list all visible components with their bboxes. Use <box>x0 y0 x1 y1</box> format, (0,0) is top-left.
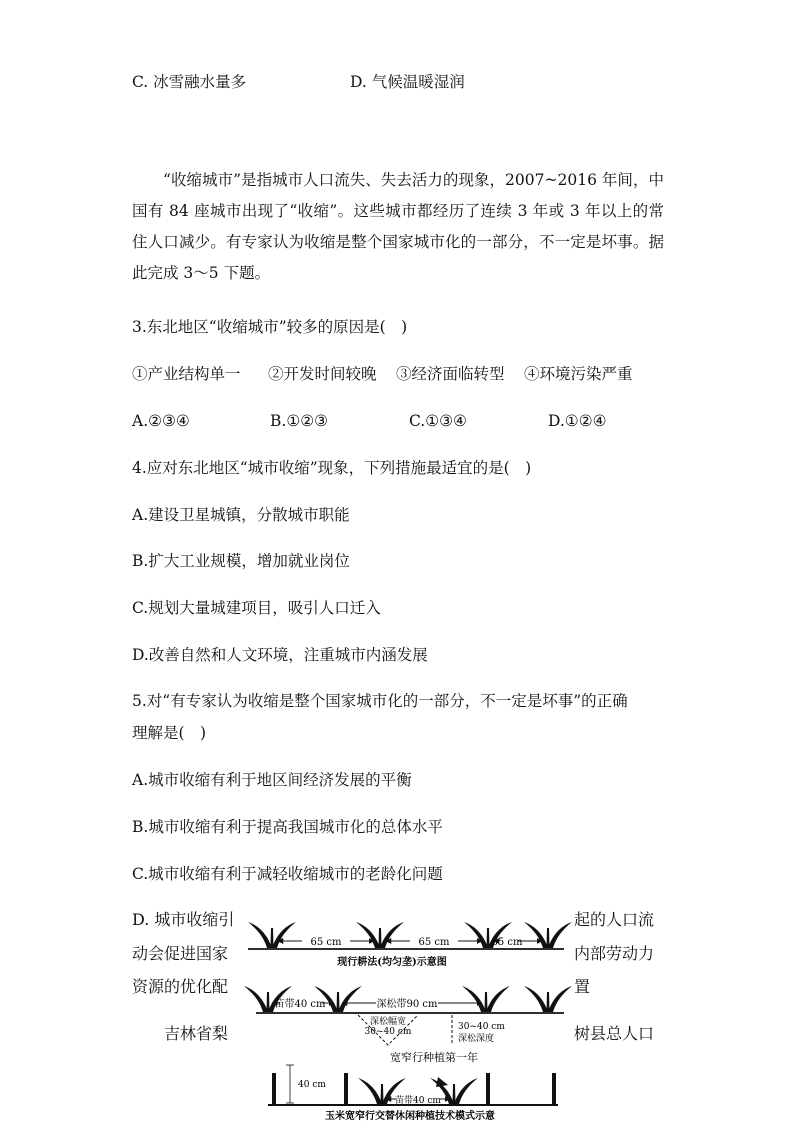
row3-caption: 玉米宽窄行交替休闲种植技术模式示意 <box>325 1111 495 1122</box>
row2-depth-value: 30~40 cm <box>458 1022 505 1032</box>
row2-wide-narrow-first-year <box>244 986 572 1064</box>
q3-option-a: A.②③④ <box>132 412 190 430</box>
q4-option-d: D.改善自然和人文环境，注重城市内涵发展 <box>132 646 428 664</box>
q3-statement-2: ②开发时间较晚 <box>268 365 377 383</box>
q4-option-a: A.建设卫星城镇，分散城市职能 <box>132 506 350 524</box>
q3-option-c: C.①③④ <box>409 412 467 430</box>
q5-option-d-left-4: 吉林省梨 <box>164 1024 229 1043</box>
q5-option-d-right-4: 树县总人口 <box>574 1024 655 1043</box>
q5-option-d-right-3: 置 <box>574 977 591 996</box>
row2-caption: 宽窄行种植第一年 <box>390 1051 478 1064</box>
q4-option-c: C.规划大量城建项目，吸引人口迁入 <box>132 599 381 617</box>
q3-statement-3: ③经济面临转型 <box>396 365 505 383</box>
q4-stem: 4.应对东北地区“城市收缩”现象，下列措施最适宜的是( ) <box>132 459 532 477</box>
row2-loose-belt-width: 深松带90 cm <box>376 999 438 1010</box>
corn-plant-icon <box>462 986 510 1012</box>
row2-depth-label: 深松深度 <box>458 1034 495 1044</box>
row3-height-label: 40 cm <box>298 1080 326 1090</box>
row1-spacing-2: 65 cm <box>418 937 450 948</box>
passage-shrinking-cities: “收缩城市”是指城市人口流失、失去活力的现象，2007~2016 年间，中国有 84 座城市出现了“收缩”。这些城市都经历了连续 3 年或 3 年以上的常住人口减少。有专家认为收缩是整个国家城市化的一部分，不一定是坏事。据此完成 3～5 下题。 <box>132 171 664 282</box>
q3-statement-4: ④环境污染严重 <box>524 365 633 383</box>
stubble-post <box>344 1073 348 1105</box>
corn-plant-icon <box>524 986 572 1012</box>
corn-plant-icon <box>356 922 404 948</box>
row1-caption: 现行耕法(均匀垄)示意图 <box>337 957 447 968</box>
q3-stem: 3.东北地区“收缩城市”较多的原因是( ) <box>132 318 408 336</box>
q5-option-d-left-3: 资源的优化配 <box>132 977 229 996</box>
row2-loose-width-value: 30~40 cm <box>364 1027 412 1037</box>
q5-option-b: B.城市收缩有利于提高我国城市化的总体水平 <box>132 818 443 836</box>
q5-option-d-left-2: 动会促进国家 <box>132 944 229 963</box>
stubble-post <box>552 1073 556 1105</box>
q3-option-d: D.①②④ <box>548 412 607 430</box>
row3-alternating-fallow <box>268 1065 558 1122</box>
prev-option-d: D. 气候温暖湿润 <box>350 73 465 91</box>
row3-seedbed-width: 苗带40 cm <box>395 1096 441 1106</box>
row1-spacing-1: 65 cm <box>310 937 342 948</box>
q4-option-b: B.扩大工业规模，增加就业岗位 <box>132 552 350 570</box>
q5-option-c: C.城市收缩有利于减轻收缩城市的老龄化问题 <box>132 865 443 883</box>
q5-option-d-right-2: 内部劳动力 <box>574 944 655 963</box>
q5-option-d-right-1: 起的人口流 <box>574 910 655 929</box>
stubble-post <box>486 1073 490 1105</box>
prev-option-c: C. 冰雪融水量多 <box>132 73 247 91</box>
row1-uniform-ridge <box>248 922 572 968</box>
row1-spacing-3: 65 cm <box>491 937 523 948</box>
row2-loose-width-label: 深松幅宽 <box>369 1017 407 1027</box>
q3-statement-1: ①产业结构单一 <box>132 365 241 383</box>
corn-wide-narrow-row-diagram <box>242 905 572 1123</box>
row2-seedbed-width: 苗带40 cm <box>274 999 326 1010</box>
stubble-post <box>272 1073 276 1105</box>
q5-stem-line-2: 理解是( ) <box>132 724 207 742</box>
q5-option-d-left-1: D. 城市收缩引 <box>132 910 235 929</box>
corn-plant-icon <box>524 922 572 948</box>
q5-stem-line-1: 5.对“有专家认为收缩是整个国家城市化的一部分，不一定是坏事”的正确 <box>132 692 628 710</box>
q5-option-a: A.城市收缩有利于地区间经济发展的平衡 <box>132 771 412 789</box>
q3-option-b: B.①②③ <box>270 412 329 430</box>
corn-plant-icon <box>248 922 296 948</box>
